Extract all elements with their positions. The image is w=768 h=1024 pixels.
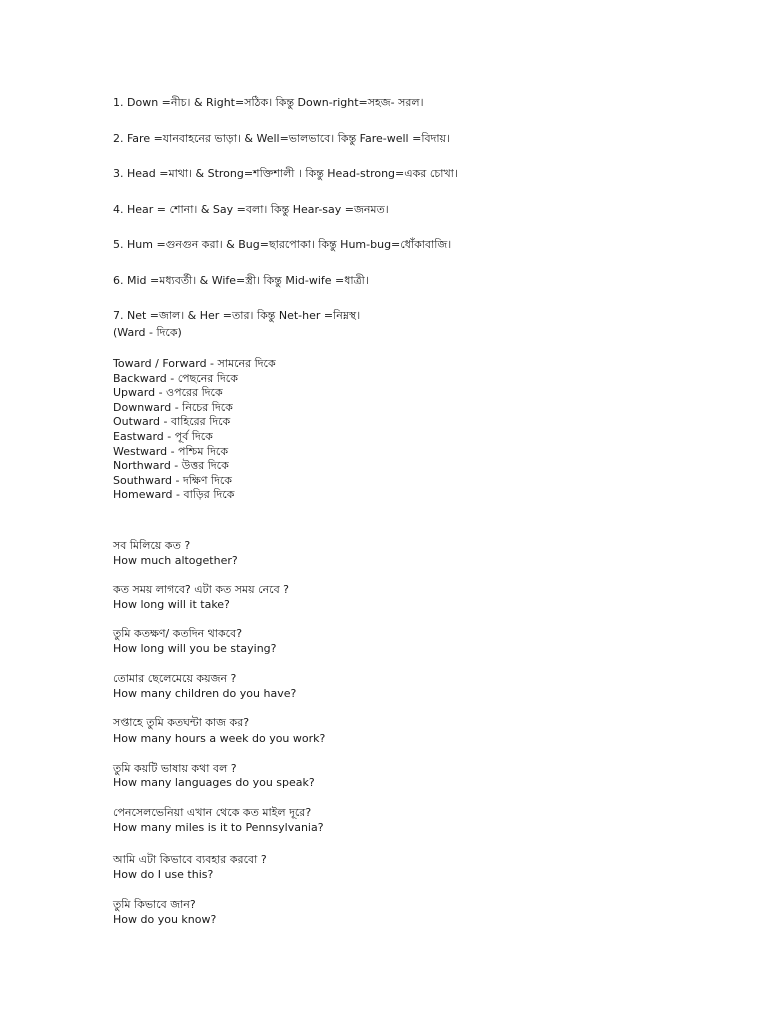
direction-item: Homeward - বাড়ির দিকে [113,488,235,501]
compound-item-4: 4. Hear = শোনা। & Say =বলা। কিন্তু Hear-say =জনমত। [113,203,389,216]
phrase-english: How many languages do you speak? [113,776,315,789]
direction-item: Northward - উত্তর দিকে [113,459,229,472]
compound-item-6: 6. Mid =মধ্যবর্তী। & Wife=স্ত্রী। কিন্তু Mid-wife =ধাত্রী। [113,274,369,287]
direction-item: Southward - দক্ষিণ দিকে [113,474,233,487]
phrase-english: How long will it take? [113,598,230,611]
phrase-english: How many hours a week do you work? [113,732,326,745]
phrase-english: How do I use this? [113,868,214,881]
direction-item: Eastward - পূর্ব দিকে [113,430,213,443]
phrase-bengali: তুমি কয়টি ভাষায় কথা বল ? [113,762,237,775]
compound-item-1: 1. Down =নীচ। & Right=সঠিক। কিন্তু Down-right=সহজ- সরল। [113,96,424,109]
compound-item-2: 2. Fare =যানবাহনের ভাড়া। & Well=ভালভাবে। কিন্তু Fare-well =বিদায়। [113,132,450,145]
direction-item: Downward - নিচের দিকে [113,401,233,414]
phrase-english: How many children do you have? [113,687,297,700]
phrase-bengali: তুমি কতক্ষণ/ কতদিন থাকবে? [113,627,243,640]
direction-item: Backward - পেছনের দিকে [113,372,238,385]
phrase-english: How much altogether? [113,554,238,567]
phrase-bengali: পেনসেলভেনিয়া এখান থেকে কত মাইল দূরে? [113,806,312,819]
direction-item: Upward - ওপরের দিকে [113,386,223,399]
phrase-bengali: সব মিলিয়ে কত ? [113,539,191,552]
phrase-bengali: সপ্তাহে তুমি কতঘন্টা কাজ কর? [113,716,250,729]
phrase-english: How many miles is it to Pennsylvania? [113,821,324,834]
compound-item-3: 3. Head =মাথা। & Strong=শক্তিশালী । কিন্তু Head-strong=একর চোখা। [113,167,458,180]
phrase-english: How do you know? [113,913,217,926]
phrase-bengali: তোমার ছেলেমেয়ে কয়জন ? [113,672,237,685]
ward-heading: (Ward - দিকে) [113,326,182,339]
direction-item: Westward - পশ্চিম দিকে [113,445,229,458]
phrase-bengali: তুমি কিভাবে জান? [113,898,196,911]
direction-item: Outward - বাহিরের দিকে [113,415,231,428]
phrase-bengali: কত সময় লাগবে? এটা কত সময় নেবে ? [113,583,290,596]
compound-item-5: 5. Hum =গুনগুন করা। & Bug=ছারপোকা। কিন্তু Hum-bug=ধোঁকাবাজি। [113,238,452,251]
compound-item-7: 7. Net =জাল। & Her =তার। কিন্তু Net-her =নিম্নস্থ। [113,309,361,322]
phrase-bengali: আমি এটা কিভাবে ব্যবহার করবো ? [113,853,267,866]
phrase-english: How long will you be staying? [113,642,277,655]
direction-item: Toward / Forward - সামনের দিকে [113,357,276,370]
